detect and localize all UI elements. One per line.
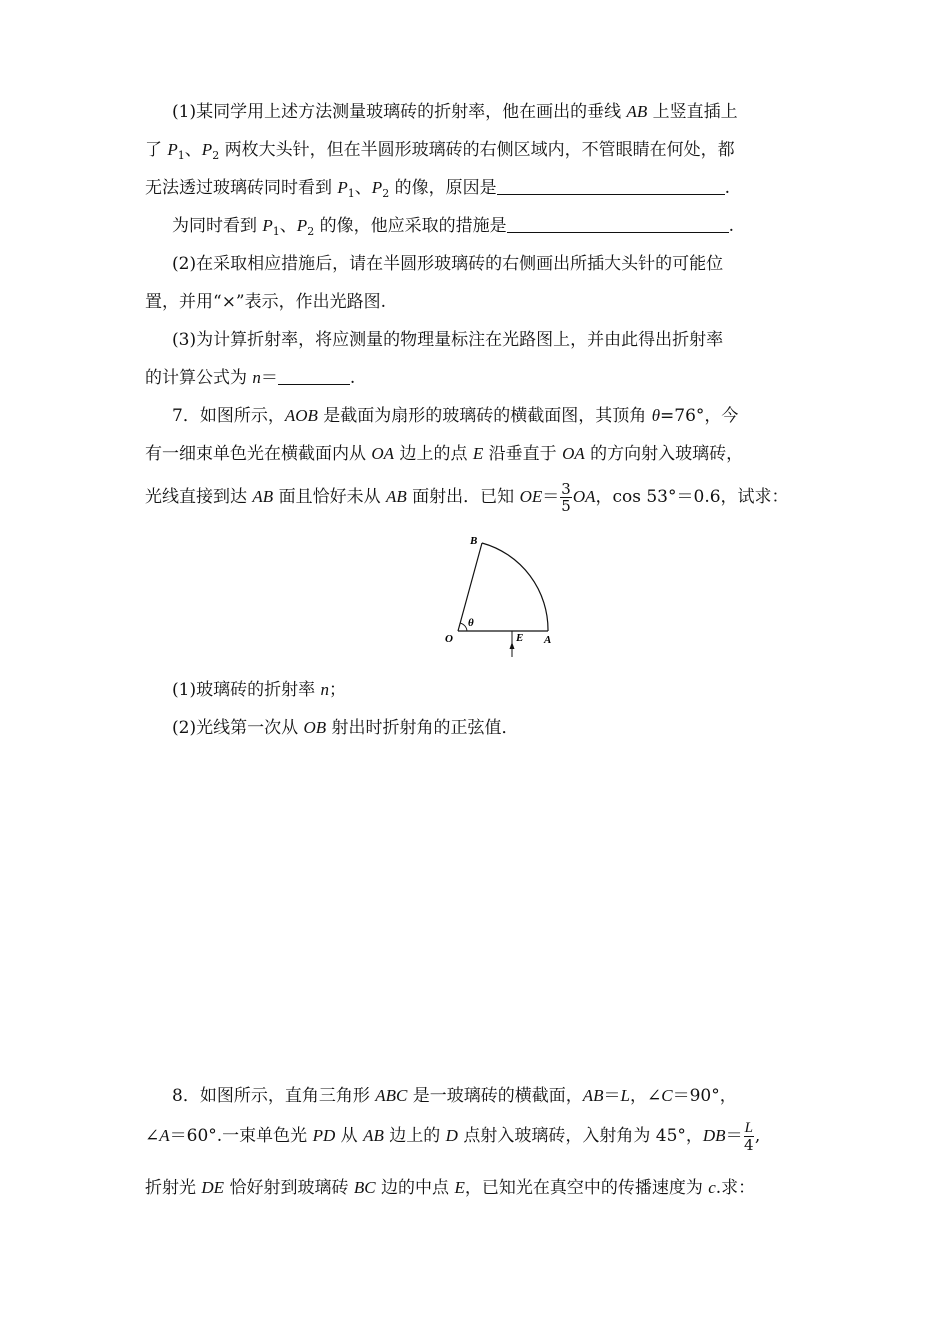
arrow-icon [510, 642, 515, 649]
q6-part1-line1: (1)某同学用上述方法测量玻璃砖的折射率，他在画出的垂线 AB 上竖直插上 [172, 102, 738, 122]
q8-line1: 8．如图所示，直角三角形 ABC 是一玻璃砖的横截面，AB＝L，∠C＝90°， [172, 1086, 737, 1106]
sector-figure [430, 530, 580, 660]
q8-line2: ∠A＝60°.一束单色光 PD 从 AB 边上的 D 点射入玻璃砖，入射角为 45°，DB＝ $\frac{L}{4}$ , [145, 1120, 761, 1154]
label-theta: θ [468, 617, 474, 629]
fraction-3-5: $\frac{3}{5}$ [561, 480, 571, 515]
angle-mark [460, 623, 467, 631]
q7-sub2: (2)光线第一次从 OB 射出时折射角的正弦值． [172, 718, 519, 738]
label-e: E [516, 632, 524, 644]
q6-part2-line1: (2)在采取相应措施后，请在半圆形玻璃砖的右侧画出所插大头针的可能位 [172, 254, 724, 274]
answer-blank[interactable] [507, 216, 729, 233]
q7-line2: 有一细束单色光在横截面内从 OA 边上的点 E 沿垂直于 OA 的方向射入玻璃砖， [145, 444, 744, 464]
answer-blank[interactable] [278, 368, 350, 385]
q6-part1-line3: 无法透过玻璃砖同时看到 $P_1$、$P_2$ 的像，原因是 . [145, 178, 730, 200]
q7-line1: 7．如图所示，AOB 是截面为扇形的玻璃砖的横截面图，其顶角 θ=76°，今 [172, 406, 739, 426]
q6-part1-line4: 为同时看到 $P_1$、$P_2$ 的像，他应采取的措施是 . [172, 216, 734, 238]
q7-line3: 光线直接到达 AB 面且恰好未从 AB 面射出．已知 OE＝ $\frac{3}{5}$ OA，cos 53°＝0.6，试求： [145, 480, 789, 515]
answer-blank[interactable] [497, 178, 725, 195]
q6-part3-line2: 的计算公式为 n＝ . [145, 368, 356, 388]
label-b: B [470, 535, 478, 547]
fraction-l-4: $\frac{L}{4}$ [743, 1120, 754, 1154]
q7-sub1: (1)玻璃砖的折射率 n； [172, 680, 346, 700]
arc-ab [482, 543, 548, 631]
q8-line3: 折射光 DE 恰好射到玻璃砖 BC 边的中点 E，已知光在真空中的传播速度为 c.求： [145, 1178, 756, 1198]
q6-part1-line2: 了 $P_1$、$P_2$ 两枚大头针，但在半圆形玻璃砖的右侧区域内，不管眼睛在何处，都 [145, 140, 735, 162]
q6-part2-line2: 置，并用“×”表示，作出光路图. [145, 292, 387, 312]
q6-part3-line1: (3)为计算折射率，将应测量的物理量标注在光路图上，并由此得出折射率 [172, 330, 724, 350]
label-a: A [544, 634, 552, 646]
label-o: O [445, 633, 453, 645]
